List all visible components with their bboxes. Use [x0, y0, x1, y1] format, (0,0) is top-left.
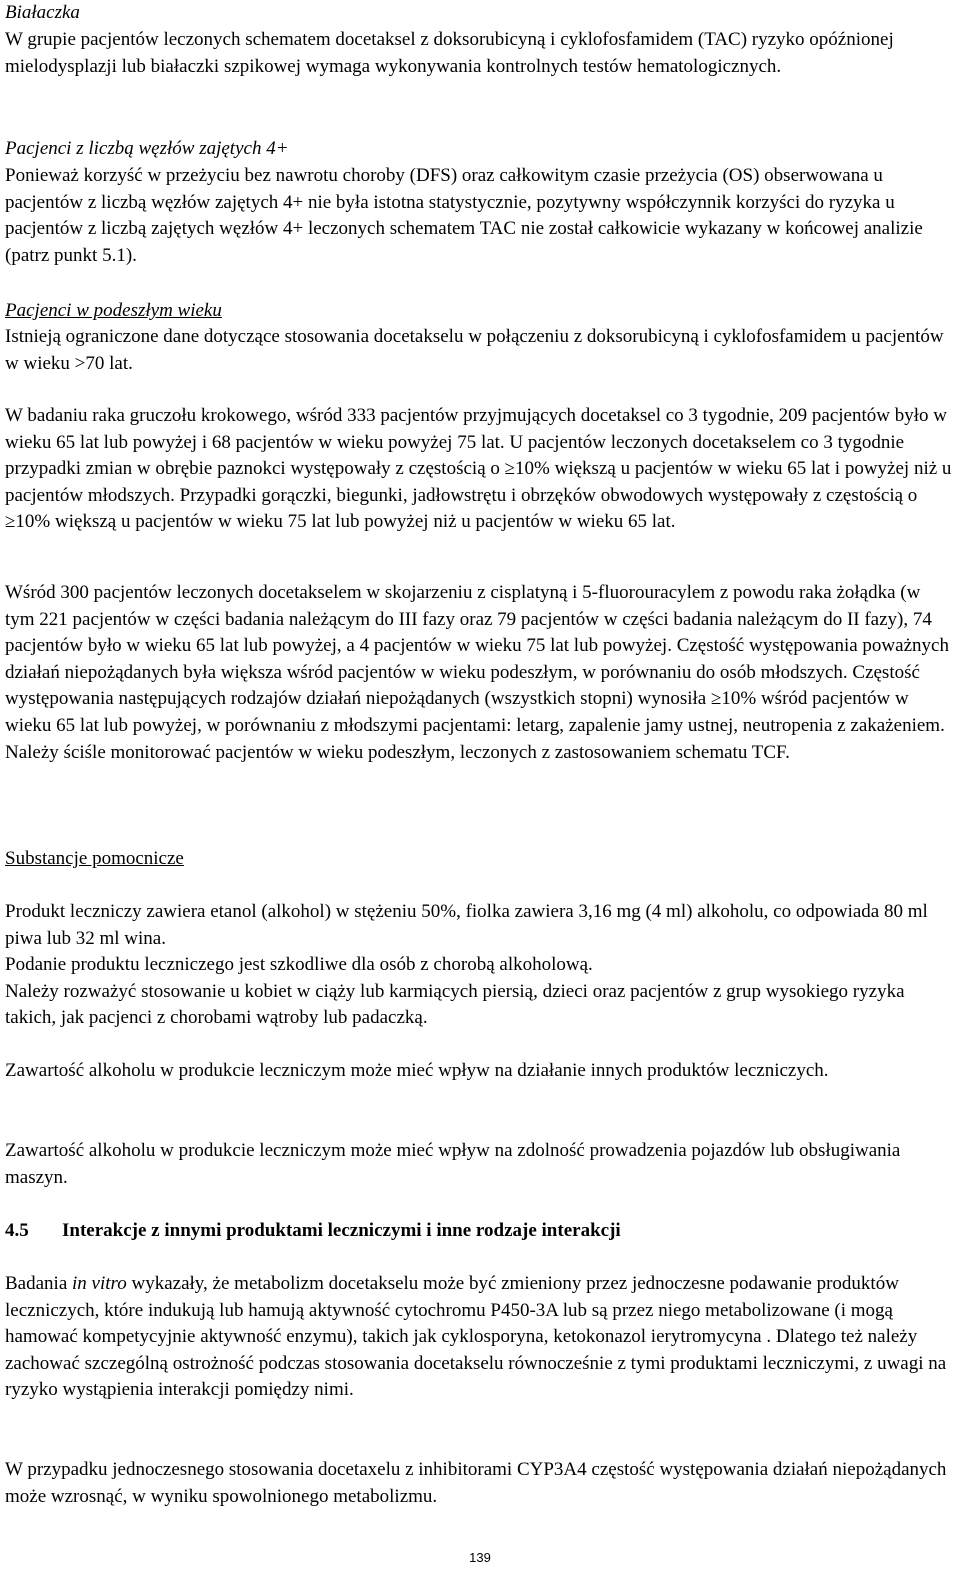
in-vitro-text-after: wykazały, że metabolizm docetakselu może być zmieniony przez jednoczesne podawanie produktów leczniczych, które indukują lub hamują aktywność cytochromu P450-3A lub są przez niego metabolizowane (i mogą hamować kompetycyjnie aktywność enzymu), takich jak cyklosporyna, ketokonazol ierytromycyna . Dlatego też należy zachować szczególną ostrożność podczas stosowania docetakselu równocześnie z tymi produktami leczniczymi, z uwagi na ryzyko wystąpienia interakcji pomiędzy nimi.	[5, 1273, 947, 1401]
section-title: Interakcje z innymi produktami leczniczymi i inne rodzaje interakcji	[62, 1220, 621, 1241]
paragraph-prostate-study: W badaniu raka gruczołu krokowego, wśród 333 pacjentów przyjmujących docetaksel co 3 tygodnie, 209 pacjentów było w wieku 65 lat lub powyżej i 68 pacjentów w wieku powyżej 75 lat. U pacjentów leczonych docetakselem co 3 tygodnie przypadki zmian w obrębie paznokci występowały z częstością o ≥10% większą u pacjentów w wieku 65 lat i powyżej niż u pacjentów młodszych. Przypadki gorączki, biegunki, jadłowstrętu i obrzęków obwodowych występowały z częstością o ≥10% większą u pacjentów w wieku 75 lat lub powyżej niż u pacjentów w wieku 65 lat.	[5, 405, 952, 533]
paragraph-risk-groups: Należy rozważyć stosowanie u kobiet w ciąży lub karmiących piersią, dzieci oraz pacjentów z grup wysokiego ryzyka takich, jak pacjenci z chorobami wątroby lub padaczką.	[5, 980, 905, 1029]
section-heading-4-5	[5, 1218, 621, 1245]
section-number: 4.5	[5, 1220, 29, 1241]
paragraph-tac-risk: W grupie pacjentów leczonych schematem docetaksel z doksorubicyną i cyklofosfamidem (TAC) ryzyko opóźnionej mielodysplazji lub białaczki szpikowej wymaga wykonywania kontrolnych testów hematologicznych.	[5, 29, 894, 77]
paragraph-elderly-limited-data: Istnieją ograniczone dane dotyczące stosowania docetakselu w połączeniu z doksorubicyną i cyklofosfamidem u pacjentów w wieku >70 lat.	[5, 326, 944, 374]
paragraph-cyp3a4: W przypadku jednoczesnego stosowania docetaxelu z inhibitorami CYP3A4 częstość występowania działań niepożądanych może wzrosnąć, w wyniku spowolnionego metabolizmu.	[5, 1459, 947, 1507]
paragraph-ethanol-content: Produkt leczniczy zawiera etanol (alkohol) w stężeniu 50%, fiolka zawiera 3,16 mg (4 ml) alkoholu, co odpowiada 80 ml piwa lub 32 ml wina.	[5, 901, 928, 949]
heading-nodes-4plus: Pacjenci z liczbą węzłów zajętych 4+	[5, 138, 289, 159]
excipients-block	[5, 899, 953, 1032]
paragraph-gastric-study: Wśród 300 pacjentów leczonych docetakselem w skojarzeniu z cisplatyną i 5-fluorouracylem z powodu raka żołądka (w tym 221 pacjentów w części badania należącym do III fazy oraz 79 pacjentów w części badania należącym do II fazy), 74 pacjentów było w wieku 65 lat lub powyżej, a 4 pacjentów w wieku 75 lat lub powyżej. Częstość występowania poważnych działań niepożądanych była większa wśród pacjentów w wieku podeszłym, w porównaniu do osób młodszych. Częstość występowania następujących rodzajów działań niepożądanych (wszystkich stopni) wynosiła ≥10% wśród pacjentów w wieku 65 lat lub powyżej, w porównaniu z młodszymi pacjentami: letarg, zapalenie jamy ustnej, neutropenia z zakażeniem. Należy ściśle monitorować pacjentów w wieku podeszłym, leczonych z zastosowaniem schematu TCF.	[5, 582, 949, 763]
in-vitro-text-before: Badania	[5, 1273, 73, 1294]
paragraph-alcoholism-warning: Podanie produktu leczniczego jest szkodliwe dla osób z chorobą alkoholową.	[5, 954, 593, 976]
paragraph-dfs-os: Ponieważ korzyść w przeżyciu bez nawrotu choroby (DFS) oraz całkowitym czasie przeżycia (OS) obserwowana u pacjentów z liczbą węzłów zajętych 4+ nie była istotna statystycznie, pozytywny współczynnik korzyści do ryzyka u pacjentów z liczbą zajętych węzłów 4+ leczonych schematem TAC nie został całkowicie wykazany w końcowej analizie (patrz punkt 5.1).	[5, 165, 923, 266]
page-number: 139	[469, 1550, 491, 1565]
paragraph-alcohol-interactions: Zawartość alkoholu w produkcie leczniczym może mieć wpływ na działanie innych produktów leczniczych.	[5, 1060, 829, 1081]
heading-bialaczka: Białaczka	[5, 2, 80, 23]
paragraph-alcohol-driving: Zawartość alkoholu w produkcie leczniczym może mieć wpływ na zdolność prowadzenia pojazdów lub obsługiwania maszyn.	[5, 1140, 901, 1188]
heading-excipients: Substancje pomocnicze	[5, 848, 184, 869]
in-vitro-italic: in vitro	[72, 1273, 127, 1294]
paragraph-in-vitro	[5, 1271, 953, 1404]
heading-elderly: Pacjenci w podeszłym wieku	[5, 300, 222, 321]
